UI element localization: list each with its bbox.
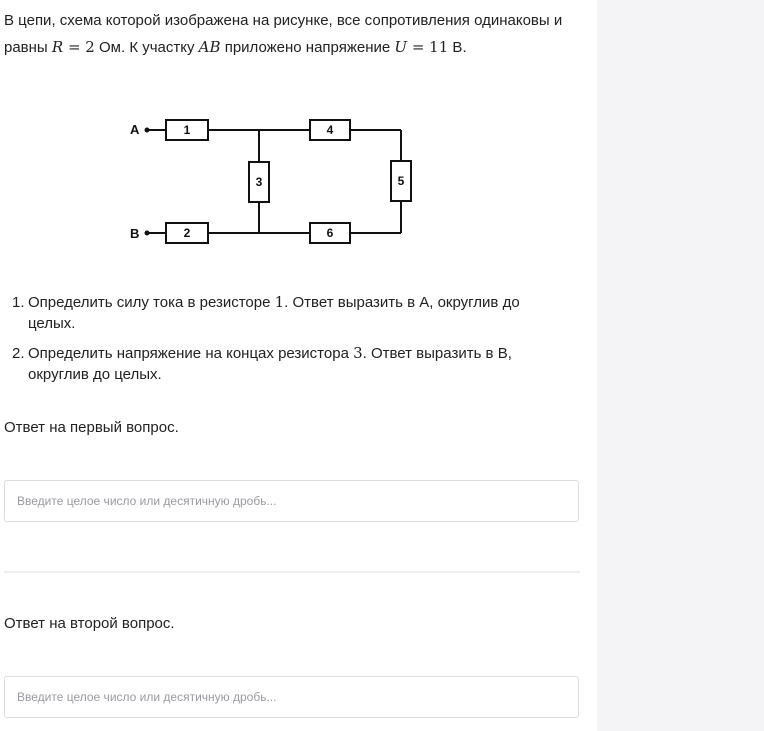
answer-1-input[interactable] — [4, 480, 579, 522]
problem-text: В цепи, схема которой изображена на рисунке, все сопротивления одинаковы и равны — [4, 12, 563, 56]
resistor-1-label: 1 — [183, 123, 191, 137]
math-resistor-number: 3 — [353, 344, 363, 362]
node-a-terminal — [145, 128, 150, 133]
node-a-label: A — [130, 122, 140, 137]
resistor-2-label: 2 — [183, 226, 191, 240]
node-b-label: B — [130, 226, 140, 241]
resistor-5-label: 5 — [397, 174, 405, 188]
math-r: R — [51, 38, 64, 56]
resistor-6-label: 6 — [326, 226, 334, 240]
section-divider — [4, 571, 580, 573]
problem-text: В. — [448, 39, 467, 56]
resistor-3-label: 3 — [255, 175, 263, 189]
question-number: 2. — [12, 345, 25, 362]
question-number: 1. — [12, 294, 25, 311]
math-resistor-number: 1 — [274, 293, 285, 311]
question-list — [12, 292, 558, 394]
math-r-value: = 2 — [63, 38, 95, 56]
circuit-diagram — [120, 108, 420, 253]
math-u-value: = 11 — [407, 38, 449, 56]
math-ab: AB — [198, 38, 221, 56]
answer-2-input[interactable] — [4, 676, 579, 718]
resistor-4-label: 4 — [326, 123, 334, 137]
question-text: Определить силу тока в резисторе — [28, 294, 275, 311]
problem-statement — [4, 8, 584, 61]
question-item — [12, 343, 558, 385]
answer-2-label: Ответ на второй вопрос. — [4, 615, 175, 632]
question-item — [12, 292, 558, 334]
problem-text: приложено напряжение — [220, 39, 395, 56]
question-text: . Ответ выразить в А, округлив до целых. — [28, 294, 520, 332]
question-text: Определить напряжение на концах резистора — [28, 345, 354, 362]
node-b-terminal — [145, 231, 150, 236]
answer-1-label: Ответ на первый вопрос. — [4, 419, 179, 436]
problem-text: Ом. К участку — [94, 39, 199, 56]
right-sidebar — [597, 0, 764, 731]
math-u: U — [394, 38, 408, 56]
question-text: . Ответ выразить в В, округлив до целых. — [28, 345, 512, 383]
